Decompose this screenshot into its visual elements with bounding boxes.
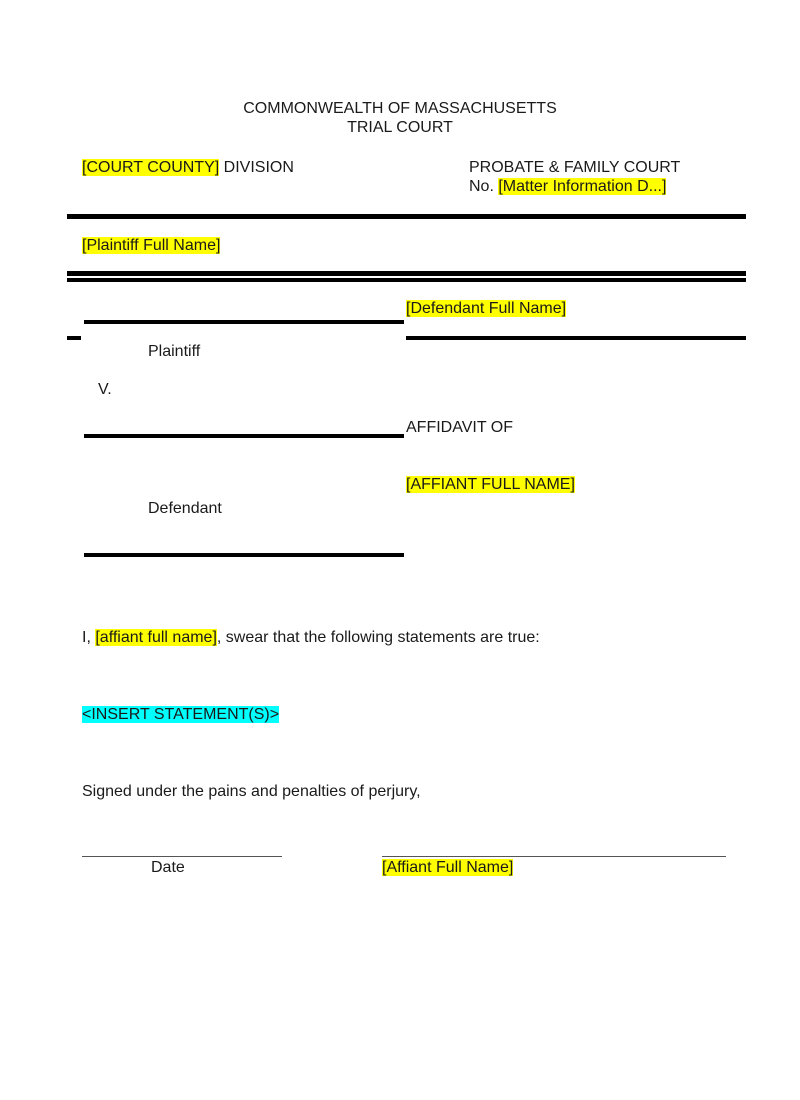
matter-information-placeholder[interactable]: [Matter Information D...] (498, 178, 667, 195)
section-rule-double-a (67, 271, 746, 276)
affiant-title-line (406, 475, 575, 495)
statement-placeholder[interactable]: <INSERT STATEMENT(S)> (82, 706, 280, 723)
perjury-statement: Signed under the pains and penalties of perjury, (82, 783, 421, 800)
oath-prefix: I, (82, 629, 96, 646)
division-label: DIVISION (219, 159, 294, 176)
court-name: PROBATE & FAMILY COURT (469, 159, 681, 176)
header-line-2: TRIAL COURT (347, 119, 453, 136)
affiant-signature-rule (382, 856, 726, 857)
header-line-1: COMMONWEALTH OF MASSACHUSETTS (243, 100, 557, 117)
court-division-line (82, 158, 294, 178)
versus-label: V. (98, 381, 112, 398)
date-label: Date (151, 859, 185, 876)
defendant-name-line (406, 299, 566, 319)
affidavit-of-label: AFFIDAVIT OF (406, 419, 513, 436)
plaintiff-name-placeholder[interactable]: [Plaintiff Full Name] (82, 237, 221, 254)
oath-affiant-placeholder[interactable]: [affiant full name] (95, 629, 217, 646)
statement-line (82, 705, 279, 725)
defendant-name-rule (406, 336, 746, 340)
section-rule-top (67, 214, 746, 219)
plaintiff-signature-rule (84, 320, 404, 324)
date-signature-rule (82, 856, 282, 857)
oath-suffix: , swear that the following statements are true: (216, 629, 540, 646)
court-county-placeholder[interactable]: [COURT COUNTY] (82, 159, 220, 176)
matter-number-line (469, 177, 666, 197)
number-label: No. (469, 178, 499, 195)
affiant-signature-line (382, 858, 513, 878)
defendant-caption-rule (84, 434, 404, 438)
defendant-name-placeholder[interactable]: [Defendant Full Name] (406, 300, 567, 317)
affiant-title-placeholder[interactable]: [AFFIANT FULL NAME] (406, 476, 575, 493)
left-tick-rule (67, 336, 81, 340)
oath-paragraph (82, 628, 540, 648)
caption-bottom-rule (84, 553, 404, 557)
section-rule-double-b (67, 278, 746, 282)
plaintiff-name-line (82, 236, 220, 256)
affiant-signature-placeholder[interactable]: [Affiant Full Name] (382, 859, 514, 876)
plaintiff-label: Plaintiff (148, 343, 201, 360)
defendant-label: Defendant (148, 500, 222, 517)
